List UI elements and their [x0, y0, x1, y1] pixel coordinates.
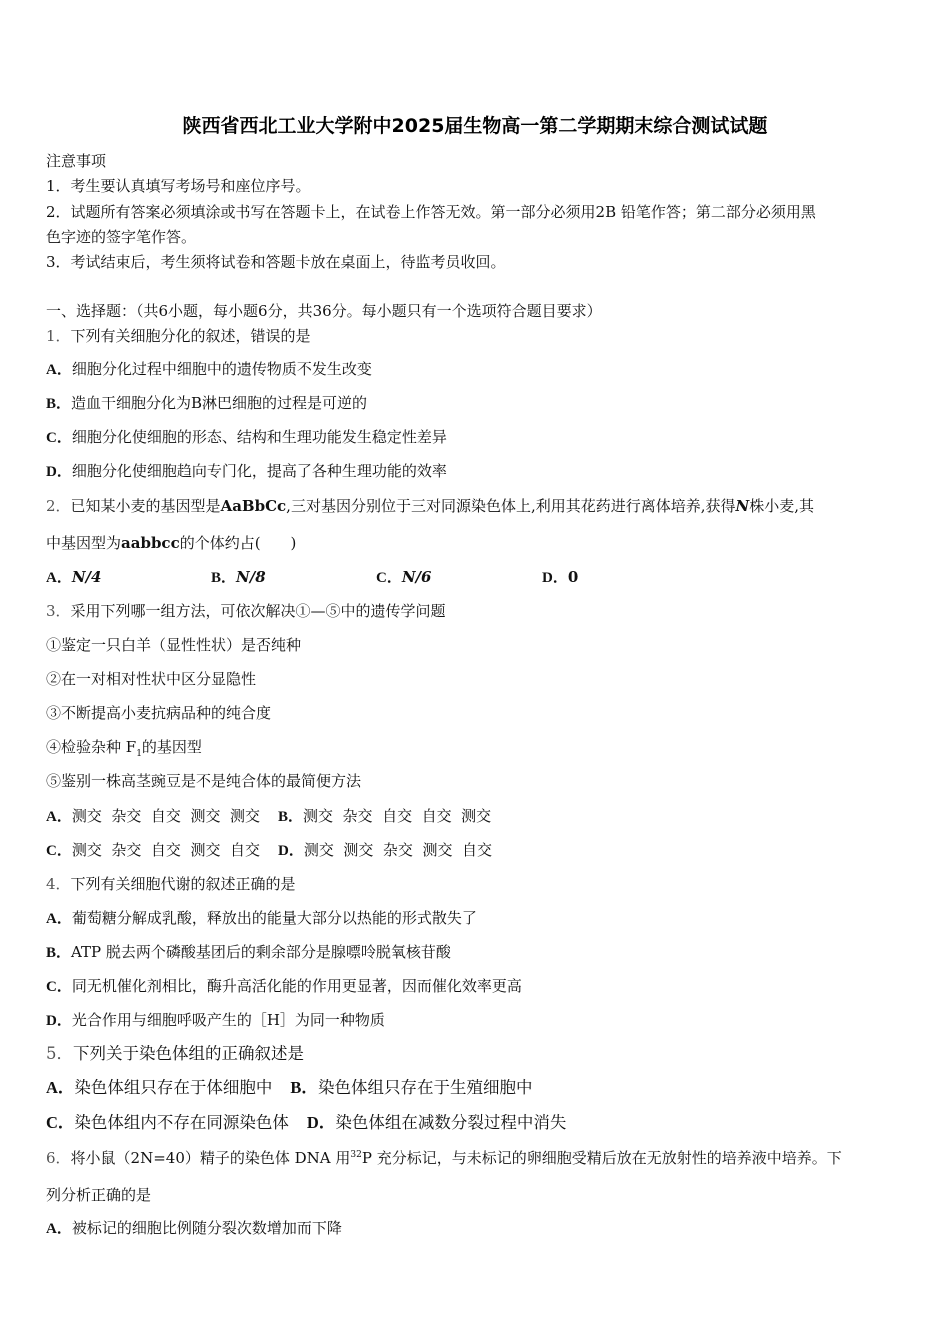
option-text: 染色体组只存在于生殖细胞中 — [317, 1078, 533, 1097]
option-a — [46, 359, 372, 380]
option-text: 葡萄糖分解成乳酸，释放出的能量大部分以热能的形式散失了 — [71, 909, 477, 927]
question-stem: 采用下列哪一组方法，可依次解决①—⑤中的遗传学问题 — [70, 602, 446, 620]
problem-item-text: 的基因型 — [141, 738, 202, 756]
question-2-cont — [46, 533, 296, 553]
question-number: 2． — [46, 497, 71, 515]
question-1 — [46, 326, 311, 346]
option-label: A． — [46, 809, 72, 825]
option-text: 细胞分化使细胞趋向专门化，提高了各种生理功能的效率 — [71, 462, 447, 480]
question-number: 1． — [46, 327, 71, 345]
option-c — [46, 976, 522, 997]
question-6 — [46, 1148, 842, 1168]
option-a — [46, 567, 101, 588]
question-stem: 中基因型为 — [46, 534, 122, 552]
option-c — [376, 567, 431, 588]
option-text: N/8 — [236, 568, 266, 586]
question-number: 5． — [46, 1044, 73, 1063]
problem-item: ③不断提高小麦抗病品种的纯合度 — [46, 704, 272, 722]
options-row — [46, 1113, 566, 1133]
option-d — [46, 1010, 385, 1031]
option-label: C． — [46, 979, 72, 995]
question-3 — [46, 601, 446, 621]
option-text: 染色体组内不存在同源染色体 — [74, 1113, 289, 1132]
option-b — [46, 942, 451, 963]
option-text: 细胞分化过程中细胞中的遗传物质不发生改变 — [71, 360, 372, 378]
question-6-cont: 列分析正确的是 — [46, 1186, 152, 1204]
option-text: 染色体组在减数分裂过程中消失 — [335, 1113, 567, 1132]
exam-title: 陕西省西北工业大学附中2025届生物高一第二学期期末综合测试试题 — [182, 115, 768, 137]
option-text: N/4 — [71, 568, 102, 586]
question-stem: 下列有关细胞代谢的叙述正确的是 — [70, 875, 296, 893]
options-row — [46, 1078, 532, 1098]
notice-heading: 注意事项 — [46, 152, 107, 170]
option-label: C． — [376, 570, 402, 586]
option-label: D． — [306, 1113, 336, 1132]
option-text: 测交 杂交 自交 自交 测交 — [303, 807, 492, 825]
section-heading: 一、选择题：（共6小题，每小题6分，共36分。每小题只有一个选项符合题目要求） — [46, 302, 602, 320]
option-text: 染色体组只存在于体细胞中 — [74, 1078, 273, 1097]
genotype: aabbcc — [121, 534, 180, 552]
option-label: D． — [542, 570, 568, 586]
question-number: 3． — [46, 602, 71, 620]
question-number: 6． — [46, 1149, 71, 1167]
option-label: B． — [278, 809, 304, 825]
problem-item-text: ④检验杂种 F — [46, 738, 137, 756]
option-label: C． — [46, 1113, 75, 1132]
notice-item: 色字迹的签字笔作答。 — [46, 228, 197, 246]
option-text: 细胞分化使细胞的形态、结构和生理功能发生稳定性差异 — [71, 428, 447, 446]
problem-item — [46, 737, 202, 757]
option-label: D． — [46, 464, 72, 480]
option-label: C． — [46, 843, 72, 859]
option-label: A． — [46, 362, 72, 378]
options-row — [46, 840, 492, 861]
question-stem: 下列有关细胞分化的叙述，错误的是 — [70, 327, 311, 345]
option-text: 造血干细胞分化为B淋巴细胞的过程是可逆的 — [71, 394, 368, 412]
question-stem: 株小麦,其 — [749, 497, 814, 515]
subscript: 1 — [136, 749, 142, 759]
option-label: C． — [46, 430, 72, 446]
option-b — [46, 393, 367, 414]
notice-item: 2．试题所有答案必须填涂或书写在答题卡上，在试卷上作答无效。第一部分必须用2B 铅笔作答；第二部分必须用黑 — [46, 203, 816, 221]
option-text: 被标记的细胞比例随分裂次数增加而下降 — [71, 1219, 342, 1237]
option-label: A． — [46, 911, 72, 927]
question-stem: P 充分标记，与未标记的卵细胞受精后放在无放射性的培养液中培养。下 — [361, 1149, 842, 1167]
problem-item: ⑤鉴别一株高茎豌豆是不是纯合体的最简便方法 — [46, 772, 362, 790]
question-stem: 将小鼠（2N=40）精子的染色体 DNA 用 — [70, 1149, 351, 1167]
question-stem: 已知某小麦的基因型是 — [70, 497, 221, 515]
genotype: AaBbCc — [220, 497, 287, 515]
problem-item: ①鉴定一只白羊（显性性状）是否纯种 — [46, 636, 302, 654]
question-stem: 的个体约占( ) — [179, 534, 297, 552]
options-row — [46, 806, 491, 827]
option-a — [46, 908, 477, 929]
option-text: 光合作用与细胞呼吸产生的［H］为同一种物质 — [71, 1011, 385, 1029]
notice-item: 1．考生要认真填写考场号和座位序号。 — [46, 177, 311, 195]
question-5 — [46, 1044, 304, 1064]
question-4 — [46, 874, 296, 894]
option-label: B． — [46, 396, 72, 412]
n-variable: N — [735, 497, 750, 515]
option-text: N/6 — [401, 568, 432, 586]
option-label: D． — [46, 1013, 72, 1029]
option-label: A． — [46, 1221, 72, 1237]
question-number: 4． — [46, 875, 71, 893]
question-stem: ,三对基因分别位于三对同源染色体上,利用其花药进行离体培养,获得 — [286, 497, 736, 515]
option-text: 测交 杂交 自交 测交 自交 — [71, 841, 260, 859]
problem-item: ②在一对相对性状中区分显隐性 — [46, 670, 257, 688]
notice-item: 3．考试结束后，考生须将试卷和答题卡放在桌面上，待监考员收回。 — [46, 253, 506, 271]
option-d — [46, 461, 447, 482]
option-d — [542, 567, 578, 588]
option-text: 测交 测交 杂交 测交 自交 — [303, 841, 492, 859]
question-stem: 下列关于染色体组的正确叙述是 — [73, 1044, 304, 1063]
option-label: A． — [46, 1078, 75, 1097]
option-label: A． — [46, 570, 72, 586]
option-c — [46, 427, 447, 448]
option-label: D． — [278, 843, 304, 859]
option-text: 0 — [567, 568, 579, 586]
option-text: 测交 杂交 自交 测交 测交 — [71, 807, 260, 825]
superscript: 32 — [350, 1150, 362, 1160]
option-text: ATP 脱去两个磷酸基团后的剩余部分是腺嘌呤脱氧核苷酸 — [71, 943, 451, 961]
option-text: 同无机催化剂相比，酶升高活化能的作用更显著，因而催化效率更高 — [71, 977, 522, 995]
question-2 — [46, 496, 814, 516]
option-label: B． — [211, 570, 237, 586]
option-b — [211, 567, 266, 588]
option-label: B． — [290, 1078, 318, 1097]
option-label: B． — [46, 945, 72, 961]
option-a — [46, 1218, 342, 1239]
